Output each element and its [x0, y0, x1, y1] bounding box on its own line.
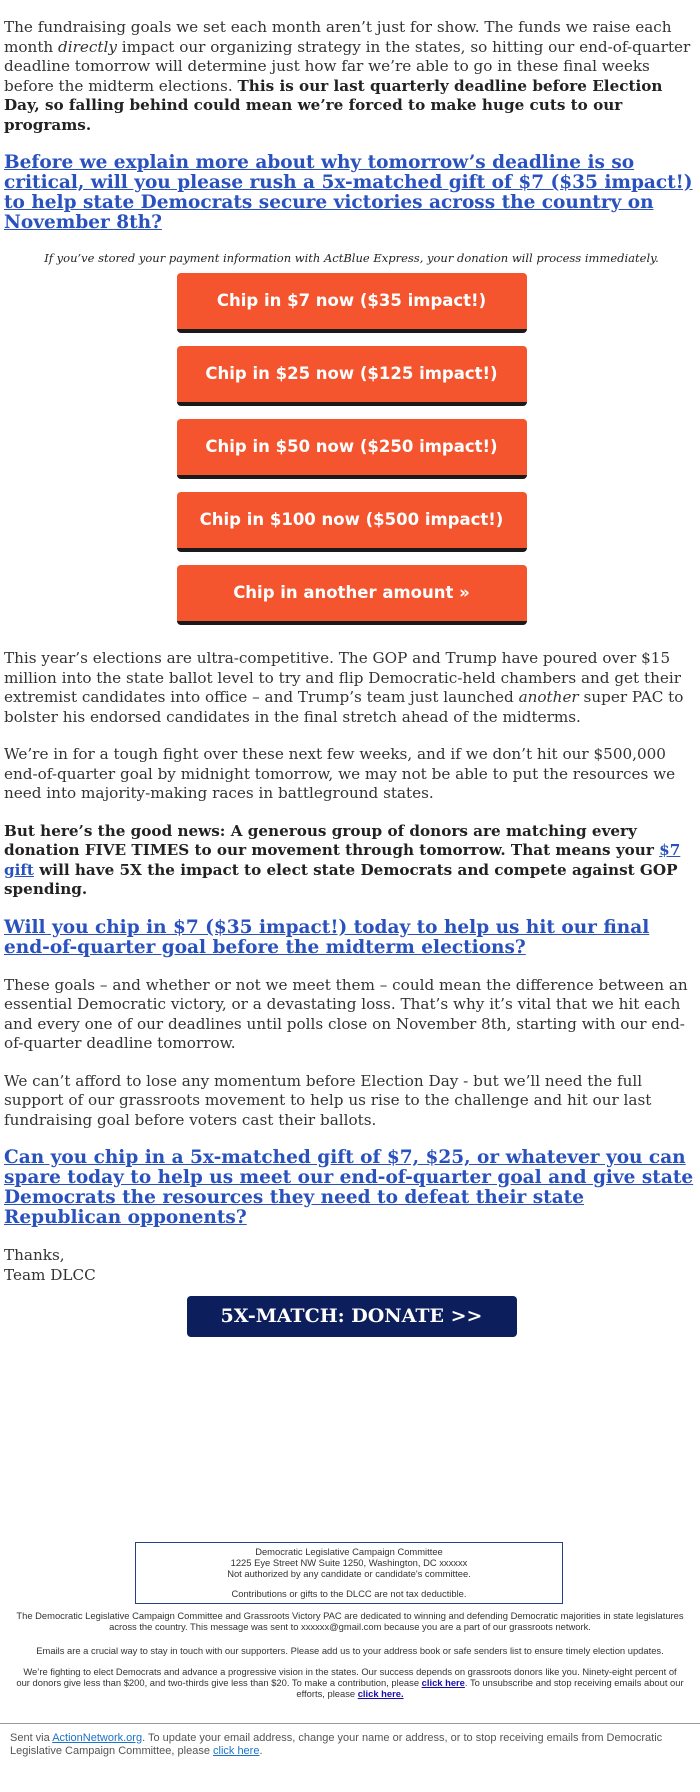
tough-fight-paragraph: We’re in for a tough fight over these next few weeks, and if we don’t hit our $500,000 end-of-quarter goal by midnight tomorrow, we may not be able to put the resources we need into majority-making races in battleground states.: [4, 745, 676, 802]
para2-emphasis: another: [518, 688, 579, 706]
footer-fighting-text: [16, 1666, 684, 1699]
authorization-disclaimer: Not authorized by any candidate or candidate's committee.: [227, 1568, 471, 1579]
intro-text-a: The fundraising goals we set each month aren’t just for show. The funds we raise each month: [4, 18, 672, 56]
sent-via-note: [10, 1732, 680, 1758]
signoff-team: Team DLCC: [4, 1265, 96, 1284]
footer-fighting-a: We’re fighting to elect Democrats and advance a progressive vision in the states. Our success depends on grassroots donors like you. Ninety-eight percent of our donors give less than $200, and two-thirds give less than $20. To make a contribution, please: [16, 1666, 677, 1688]
intro-emphasis: directly: [58, 37, 117, 56]
signoff: [4, 1246, 699, 1285]
contribute-click-here-link[interactable]: click here: [421, 1677, 465, 1688]
chip-in-7-button[interactable]: Chip in $7 now ($35 impact!): [177, 273, 527, 333]
email-body: [0, 18, 699, 1337]
intro-text-b: impact our organizing strategy in the states, so hitting our end-of-quarter deadline tomorrow will determine just how far we’re able to go in these final weeks before the midterm elections.: [4, 37, 691, 95]
organization-info-box: [135, 1542, 563, 1604]
chip-in-25-button[interactable]: Chip in $25 now ($125 impact!): [177, 346, 527, 406]
momentum-paragraph: We can’t afford to lose any momentum before Election Day - but we’ll need the full support of our grassroots movement to help us rise to the challenge and hit our last fundraising goal before voters cast their ballots.: [4, 1071, 652, 1129]
intro-bold: This is our last quarterly deadline before Election Day, so falling behind could mean we’re forced to make huge cuts to our programs.: [4, 76, 663, 134]
para2-text-b: super PAC to bolster his endorsed candidates in the final stretch ahead of the midterms.: [4, 688, 684, 726]
sent-text-a: Sent via: [10, 1732, 53, 1744]
match-news-paragraph: [4, 822, 699, 900]
seven-dollar-gift-link[interactable]: $7 gift: [4, 841, 681, 879]
signoff-thanks: Thanks,: [4, 1246, 65, 1264]
intro-paragraph: [4, 18, 699, 135]
gop-spending-paragraph: [4, 649, 699, 727]
tax-deductible-note: Contributions or gifts to the DLCC are not tax deductible.: [231, 1588, 467, 1599]
donate-link-7-intro[interactable]: Before we explain more about why tomorrow’s deadline is so critical, will you please rush a 5x-matched gift of $7 ($35 impact!) to help state Democrats secure victories across the country on November 8th?: [4, 152, 693, 233]
update-preferences-click-here-link[interactable]: click here: [213, 1745, 260, 1757]
footer-divider: [0, 1723, 700, 1724]
sent-text-c: .: [259, 1745, 263, 1757]
5x-match-donate-button[interactable]: 5X-MATCH: DONATE >>: [187, 1296, 517, 1337]
para4-text-a: But here’s the good news: A generous group of donors are matching every donation FIVE TIMES to our movement through tomorrow. That means your: [4, 821, 660, 859]
para4-text-b: will have 5X the impact to elect state Democrats and compete against GOP spending.: [4, 860, 678, 898]
donate-link-5x-matched[interactable]: Can you chip in a 5x-matched gift of $7, $25, or whatever you can spare today to help us meet our end-of-quarter goal and give state Democrats the resources they need to defeat their state Republican opponents?: [4, 1147, 694, 1228]
footer-emails-text: Emails are a crucial way to stay in touch with our supporters. Please add us to your address book or safe senders list to ensure timely election updates.: [36, 1645, 664, 1656]
goals-paragraph: These goals – and whether or not we meet them – could mean the difference between an essential Democratic victory, or a devastating loss. That’s why it’s vital that we hit each and every one of our deadlines until polls close on November 8th, starting with our end-of-quarter deadline tomorrow.: [4, 975, 688, 1052]
para2-text-a: This year’s elections are ultra-competitive. The GOP and Trump have poured over $15 million into the state ballot level to try and flip Democratic-held chambers and get their extremist candidates into office – and Trump’s team just launched: [4, 649, 681, 706]
donation-button-list: [177, 273, 527, 625]
actblue-express-note: If you’ve stored your payment information with ActBlue Express, your donation will process immediately.: [44, 251, 659, 265]
chip-in-50-button[interactable]: Chip in $50 now ($250 impact!): [177, 419, 527, 479]
email-page: [0, 18, 700, 1792]
footer-fighting-b: . To unsubscribe and stop receiving emails about our efforts, please: [296, 1677, 684, 1699]
donate-link-7-quarter-goal[interactable]: Will you chip in $7 ($35 impact!) today to help us hit our final end-of-quarter goal before the midterm elections?: [4, 916, 650, 958]
unsubscribe-click-here-link[interactable]: click here.: [357, 1688, 404, 1699]
actionnetwork-link[interactable]: ActionNetwork.org: [52, 1732, 143, 1744]
org-name: Democratic Legislative Campaign Committee: [255, 1546, 443, 1557]
sent-text-b: . To update your email address, change your name or address, or to stop receiving emails from Democratic Legislative Campaign Committee, please: [10, 1732, 663, 1757]
chip-in-100-button[interactable]: Chip in $100 now ($500 impact!): [177, 492, 527, 552]
footer-dedicated-text: The Democratic Legislative Campaign Committee and Grassroots Victory PAC are dedicated to winning and defending Democratic majorities in state legislatures across the country. This message was sent to xxxxxx@gmail.com because you are a part of our grassroots network.: [16, 1610, 684, 1632]
chip-in-other-amount-button[interactable]: Chip in another amount »: [177, 565, 527, 625]
org-address: 1225 Eye Street NW Suite 1250, Washington, DC xxxxxx: [230, 1557, 468, 1568]
